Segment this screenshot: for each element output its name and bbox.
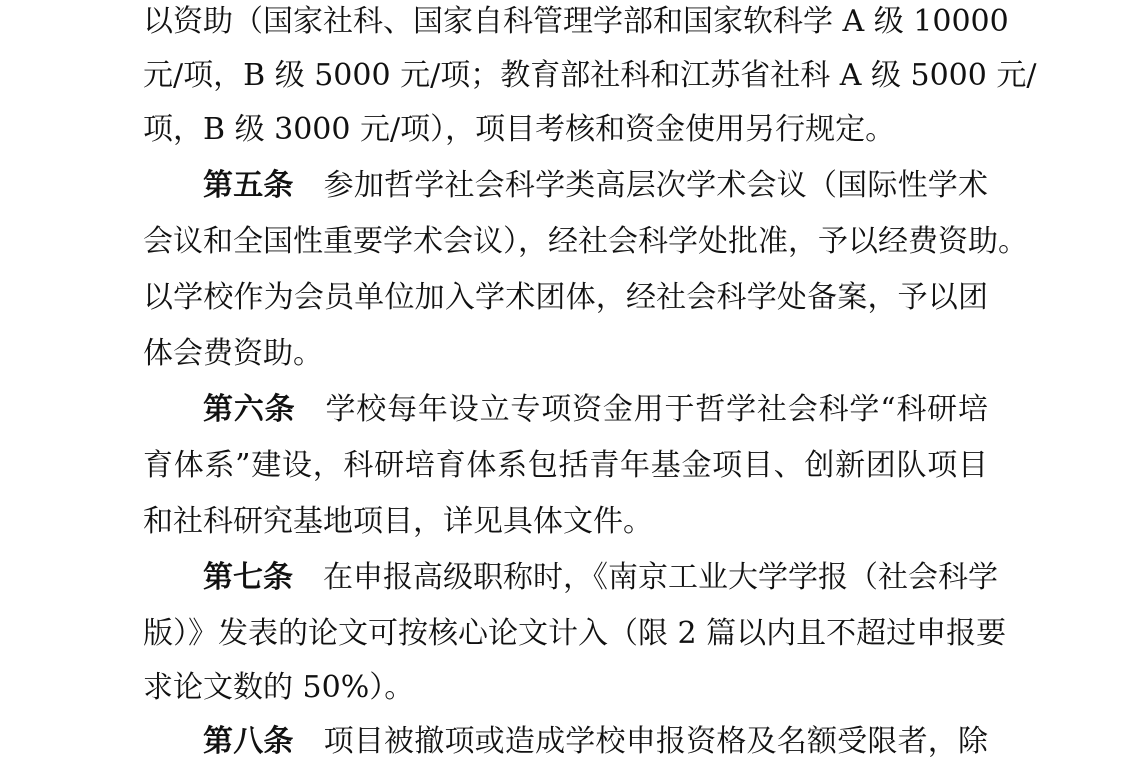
paragraph-line: 版）》发表的论文可按核心论文计入（限 2 篇以内且不超过申报要 bbox=[143, 616, 1007, 651]
article-text: 项目被撤项或造成学校申报资格及名额受限者，除 bbox=[323, 724, 988, 759]
article-7-first-line bbox=[203, 558, 998, 598]
paragraph-line: 和社科研究基地项目，详见具体文件。 bbox=[143, 504, 653, 539]
paragraph-line: 会议和全国性重要学术会议），经社会科学处批准，予以经费资助。 bbox=[143, 224, 1028, 259]
paragraph-line: 以学校作为会员单位加入学术团体，经社会科学处备案，予以团 bbox=[143, 280, 988, 315]
paragraph-line: 体会费资助。 bbox=[143, 336, 323, 371]
article-label: 第七条 bbox=[203, 560, 293, 595]
article-label: 第六条 bbox=[203, 392, 296, 427]
paragraph-line: 以资助（国家社科、国家自科管理学部和国家软科学 A 级 10000 bbox=[143, 4, 1009, 39]
article-label: 第八条 bbox=[203, 724, 294, 759]
article-text: 学校每年设立专项资金用于哲学社会科学“科研培 bbox=[325, 392, 989, 427]
article-6-first-line bbox=[203, 390, 988, 430]
article-label: 第五条 bbox=[203, 168, 294, 203]
paragraph-line: 元/项，B 级 5000 元/项；教育部社科和江苏省社科 A 级 5000 元/ bbox=[143, 58, 1037, 93]
article-text: 在申报高级职称时，《南京工业大学学报（社会科学 bbox=[323, 560, 998, 595]
article-8-first-line bbox=[203, 722, 988, 762]
article-5-first-line bbox=[203, 166, 988, 206]
paragraph-line: 育体系”建设，科研培育体系包括青年基金项目、创新团队项目 bbox=[143, 448, 988, 483]
paragraph-line: 项，B 级 3000 元/项），项目考核和资金使用另行规定。 bbox=[143, 112, 896, 147]
article-text: 参加哲学社会科学类高层次学术会议（国际性学术 bbox=[323, 168, 988, 203]
paragraph-line: 求论文数的 50%）。 bbox=[143, 670, 415, 705]
